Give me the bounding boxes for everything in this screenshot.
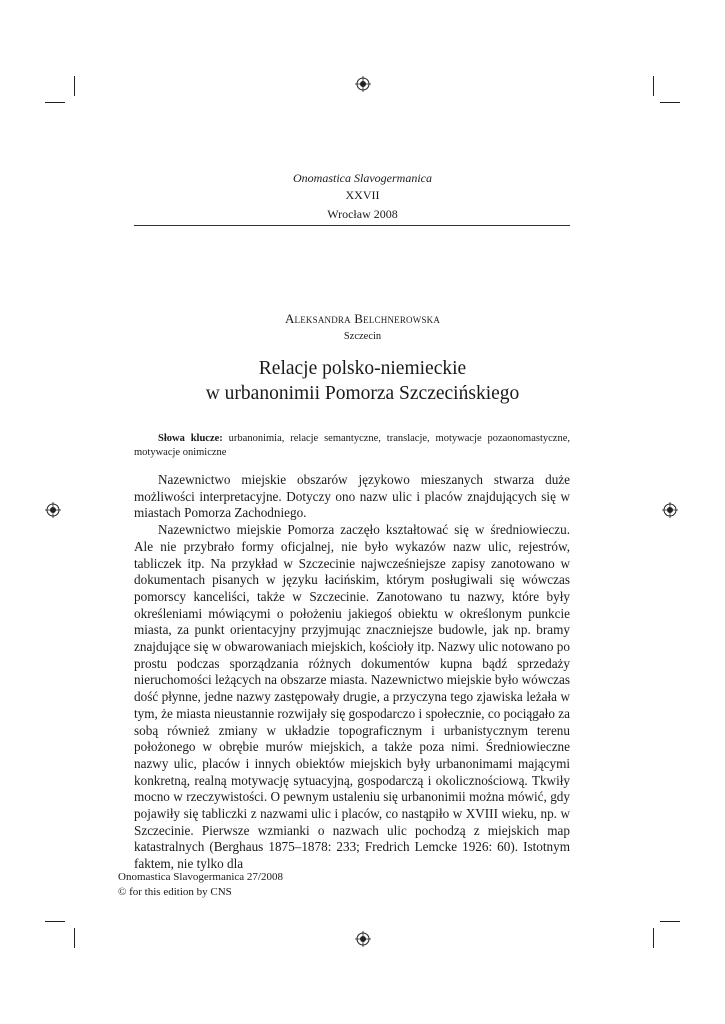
journal-place-year: Wrocław 2008 (327, 207, 398, 221)
registration-mark-icon (45, 502, 61, 518)
header-rule (134, 225, 570, 226)
article-title-line2: w urbanonimii Pomorza Szczecińskiego (205, 383, 520, 404)
keywords-label: Słowa klucze: (158, 433, 223, 444)
registration-mark-icon (662, 502, 678, 518)
author-affiliation: Szczecin (343, 331, 382, 342)
crop-mark (45, 102, 65, 103)
keywords-text: urbanonimia, relacje semantyczne, translacje, motywacje pozaonomastyczne, motywacje onimiczne (134, 433, 570, 458)
crop-mark (653, 928, 654, 948)
paragraph: Nazewnictwo miejskie obszarów językowo mieszanych stwarza duże możliwości interpretacyjne. Dotyczy ono nazw ulic i placów znajdujących się w miastach Pomorza Zachodniego. (134, 472, 570, 521)
article-body (134, 472, 570, 873)
journal-volume: XXVII (345, 188, 380, 202)
footer-journal: Onomastica Slavogermanica 27/2008 (118, 871, 283, 883)
registration-mark-icon (355, 931, 371, 947)
crop-mark (74, 928, 75, 948)
crop-mark (74, 76, 75, 96)
keywords (134, 432, 570, 460)
journal-title: Onomastica Slavogermanica (293, 171, 432, 185)
footer-copyright: © for this edition by CNS (118, 886, 232, 898)
crop-mark (45, 921, 65, 922)
crop-mark (653, 76, 654, 96)
author-name: Aleksandra Belchnerowska (284, 311, 441, 326)
crop-mark (660, 102, 680, 103)
paragraph: Nazewnictwo miejskie Pomorza zaczęło kształtować się w średniowieczu. Ale nie przybrało formy oficjalnej, nie było wykazów nazw ulic, rejestrów, tabliczek itp. Na przykład w Szczecinie najwcześniejsze zapisy zanotowano w dokumentach pisanych w języku łacińskim, którym posługiwali się wówczas pomorscy kanceliści, także w Szczecinie. Zanotowano tu nazwy, które były określeniami mówiącymi o położeniu jakiegoś obiektu w określonym punkcie miasta, za punkt orientacyjny przyjmując znaczniejsze budowle, jak np. bramy znajdujące się w obwarowaniach miejskich, kościoły itp. Nazwy ulic notowano po prostu podczas sporządzania różnych dokumentów kupna bądź sprzedaży nieruchomości leżących na obszarze miasta. Nazewnictwo miejskie było wówczas dość płynne, jedne nazwy zastępowały drugie, a przyczyna tego zjawiska leżała w tym, że miasta nieustannie rozwijały się gospodarczo i społecznie, co pociągało za sobą również zmiany w układzie topograficznym i urbanistycznym terenu położonego w obrębie murów miejskich, a także poza nimi. Średniowieczne nazwy ulic, placów i innych obiektów miejskich były urbanonimami mającymi konkretną, realną motywację sytuacyjną, gospodarczą i okolicznościową. Tkwiły mocno w rzeczywistości. O pewnym ustaleniu się urbanonimii można mówić, gdy pojawiły się tabliczki z nazwami ulic i placów, co nastąpiło w XVIII wieku, np. w Szczecinie. Pierwsze wzmianki o nazwach ulic pochodzą z miejskich map katastralnych (Berghaus 1875–1878: 233; Fredrich Lemcke 1926: 60). Istotnym faktem, nie tylko dla (134, 522, 570, 872)
crop-mark (660, 921, 680, 922)
article-title-line1: Relacje polsko-niemieckie (258, 358, 467, 379)
registration-mark-icon (355, 76, 371, 92)
